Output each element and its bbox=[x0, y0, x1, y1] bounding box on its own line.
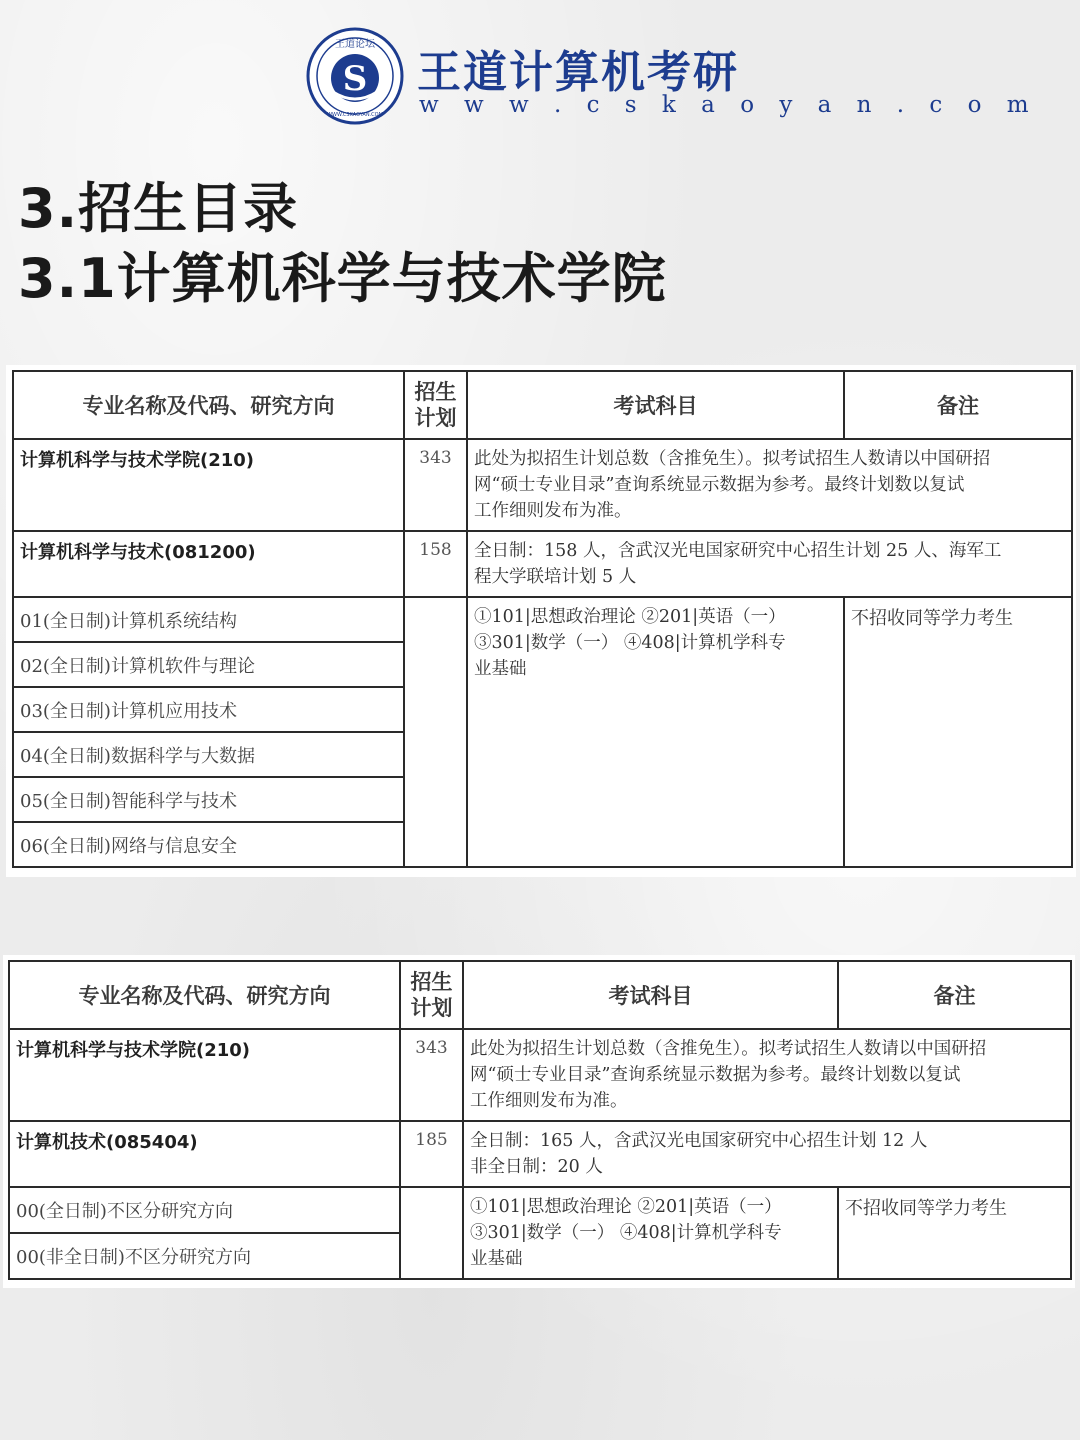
section-title: 3.招生目录 bbox=[18, 177, 299, 240]
remark-cell: 不招收同等学力考生 bbox=[838, 1187, 1071, 1279]
plan-blank bbox=[400, 1187, 463, 1279]
school-name: 计算机科学与技术学院(210) bbox=[13, 439, 404, 531]
catalog-card-2 bbox=[3, 955, 1075, 1288]
subsection-title: 3.1计算机科学与技术学院 bbox=[18, 247, 667, 310]
seal-url: WWW.CSKAOYAN.COM bbox=[327, 112, 383, 118]
major-note: 全日制：158 人，含武汉光电国家研究中心招生计划 25 人、海军工 程大学联培计划 5 人 bbox=[467, 531, 1072, 597]
seal-logo-icon bbox=[305, 26, 405, 126]
research-direction: 06(全日制)网络与信息安全 bbox=[13, 822, 404, 867]
header-exam: 考试科目 bbox=[467, 371, 844, 439]
research-direction: 00(非全日制)不区分研究方向 bbox=[9, 1233, 400, 1279]
header-exam: 考试科目 bbox=[463, 961, 838, 1029]
brand-header bbox=[305, 26, 1038, 128]
school-row bbox=[9, 1029, 1071, 1121]
research-direction: 03(全日制)计算机应用技术 bbox=[13, 687, 404, 732]
research-direction: 01(全日制)计算机系统结构 bbox=[13, 597, 404, 642]
major-plan: 185 bbox=[400, 1121, 463, 1187]
major-row bbox=[9, 1121, 1071, 1187]
exam-subjects: ①101|思想政治理论 ②201|英语（一） ③301|数学（一） ④408|计算机学科专 业基础 bbox=[463, 1187, 838, 1279]
direction-row bbox=[9, 1187, 1071, 1233]
header-remark: 备注 bbox=[844, 371, 1072, 439]
plan-blank bbox=[404, 597, 467, 867]
major-name: 计算机科学与技术(081200) bbox=[13, 531, 404, 597]
school-plan: 343 bbox=[400, 1029, 463, 1121]
research-direction: 00(全日制)不区分研究方向 bbox=[9, 1187, 400, 1233]
school-note: 此处为拟招生计划总数（含推免生）。拟考试招生人数请以中国研招 网“硕士专业目录”查询系统显示数据为参考。最终计划数以复试 工作细则发布为准。 bbox=[463, 1029, 1071, 1121]
major-plan: 158 bbox=[404, 531, 467, 597]
major-note: 全日制：165 人，含武汉光电国家研究中心招生计划 12 人 非全日制：20 人 bbox=[463, 1121, 1071, 1187]
research-direction: 05(全日制)智能科学与技术 bbox=[13, 777, 404, 822]
header-remark: 备注 bbox=[838, 961, 1071, 1029]
header-plan: 招生 计划 bbox=[404, 371, 467, 439]
brand-url: w w w . c s k a o y a n . c o m bbox=[419, 92, 1038, 118]
remark-cell: 不招收同等学力考生 bbox=[844, 597, 1072, 867]
header-major: 专业名称及代码、研究方向 bbox=[9, 961, 400, 1029]
major-name: 计算机技术(085404) bbox=[9, 1121, 400, 1187]
school-plan: 343 bbox=[404, 439, 467, 531]
table-header-row bbox=[13, 371, 1072, 439]
catalog-table-1 bbox=[12, 370, 1073, 868]
school-row bbox=[13, 439, 1072, 531]
school-name: 计算机科学与技术学院(210) bbox=[9, 1029, 400, 1121]
brand-name: 王道计算机考研 bbox=[417, 47, 739, 98]
header-major: 专业名称及代码、研究方向 bbox=[13, 371, 404, 439]
exam-subjects: ①101|思想政治理论 ②201|英语（一） ③301|数学（一） ④408|计算机学科专 业基础 bbox=[467, 597, 844, 867]
research-direction: 04(全日制)数据科学与大数据 bbox=[13, 732, 404, 777]
direction-row bbox=[13, 597, 1072, 642]
major-row bbox=[13, 531, 1072, 597]
svg-text:S: S bbox=[342, 59, 368, 99]
catalog-card-1 bbox=[6, 365, 1076, 877]
seal-text: 王道论坛 bbox=[335, 39, 375, 50]
header-plan: 招生 计划 bbox=[400, 961, 463, 1029]
catalog-table-2 bbox=[8, 960, 1072, 1280]
research-direction: 02(全日制)计算机软件与理论 bbox=[13, 642, 404, 687]
school-note: 此处为拟招生计划总数（含推免生）。拟考试招生人数请以中国研招 网“硕士专业目录”查询系统显示数据为参考。最终计划数以复试 工作细则发布为准。 bbox=[467, 439, 1072, 531]
table-header-row bbox=[9, 961, 1071, 1029]
